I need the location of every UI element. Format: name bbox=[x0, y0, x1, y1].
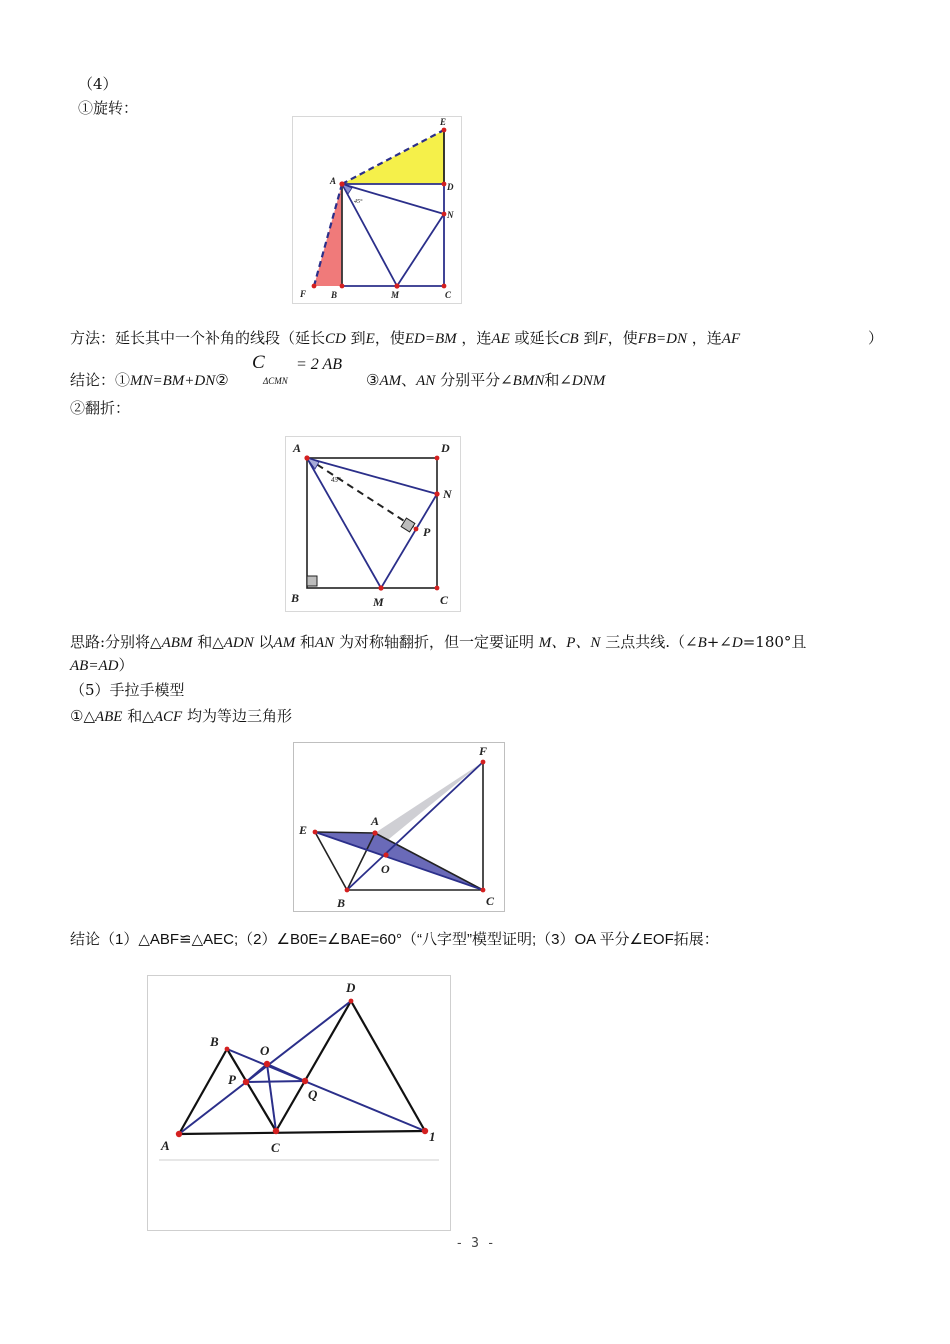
label-B: B bbox=[210, 1034, 219, 1049]
angle-label: 45° bbox=[331, 476, 341, 484]
section5-conclusion: 结论（1）△ABF≌△AEC;（2）∠B0E=∠BAE=60°（“八字型”模型证明;（3）OA 平分∠EOF拓展： bbox=[70, 931, 719, 948]
yellow-triangle bbox=[342, 130, 444, 184]
figure-fold bbox=[285, 436, 461, 612]
label-E: E bbox=[440, 117, 447, 127]
label-F: F bbox=[479, 744, 488, 758]
page-number: - 3 - bbox=[455, 1236, 495, 1251]
method-line: 方法：延长其中一个补角的线段（延长CD 到E，使ED=BM ，连AE 或延长CB 到F，使FB=DN ，连AF bbox=[70, 329, 741, 347]
label-P: P bbox=[228, 1072, 236, 1087]
label-B: B bbox=[331, 290, 338, 300]
label-O: O bbox=[381, 862, 390, 876]
label-O: O bbox=[260, 1043, 270, 1058]
method-close-paren: ） bbox=[868, 329, 884, 347]
gray-triangle bbox=[373, 762, 483, 852]
idea-line: 思路:分别将△ABM 和△ADN 以AM 和AN 为对称轴翻折，但一定要证明 M、P、N 三点共线.（∠B+∠D=180°且 bbox=[70, 633, 807, 651]
conclusion-line: 结论：①MN=BM+DN② bbox=[70, 371, 229, 389]
rotate-title: ①旋转： bbox=[78, 99, 139, 117]
label-A: A bbox=[330, 176, 337, 186]
label-B: B bbox=[291, 591, 300, 605]
label-A: A bbox=[293, 441, 302, 455]
label-E: E bbox=[299, 823, 308, 837]
label-F: F bbox=[300, 289, 307, 299]
label-D: D bbox=[346, 980, 356, 995]
label-B: B bbox=[337, 896, 346, 910]
label-C: C bbox=[440, 593, 449, 607]
label-D: D bbox=[447, 182, 454, 192]
figure-hand-in-hand bbox=[293, 742, 505, 912]
label-A: A bbox=[371, 814, 380, 828]
formula-rhs: = 2 AB bbox=[296, 356, 343, 373]
label-C: C bbox=[445, 290, 452, 300]
conclusion-part3: ③AM、AN 分别平分∠BMN和∠DNM bbox=[366, 371, 606, 389]
figure-extension bbox=[147, 975, 451, 1231]
idea-line-2: AB=AD） bbox=[70, 656, 134, 674]
label-N: N bbox=[447, 210, 454, 220]
label-E: 1 bbox=[429, 1129, 436, 1144]
label-A: A bbox=[161, 1138, 170, 1153]
angle-label: 45° bbox=[354, 199, 363, 205]
label-N: N bbox=[443, 487, 452, 501]
label-M: M bbox=[391, 290, 400, 300]
label-C: C bbox=[271, 1140, 280, 1155]
formula-c: C bbox=[252, 352, 265, 373]
section5-item1: ①△ABE 和△ACF 均为等边三角形 bbox=[70, 707, 292, 725]
label-D: D bbox=[441, 441, 450, 455]
label-C: C bbox=[486, 894, 495, 908]
label-M: M bbox=[373, 595, 384, 609]
section4-heading: （4） bbox=[78, 75, 118, 93]
formula-subscript: ΔCMN bbox=[263, 376, 288, 386]
label-P: P bbox=[423, 525, 431, 539]
figure-rotation bbox=[292, 116, 462, 304]
fold-title: ②翻折： bbox=[70, 399, 131, 417]
label-Q: Q bbox=[308, 1087, 318, 1102]
section5-heading: （5）手拉手模型 bbox=[70, 681, 185, 699]
